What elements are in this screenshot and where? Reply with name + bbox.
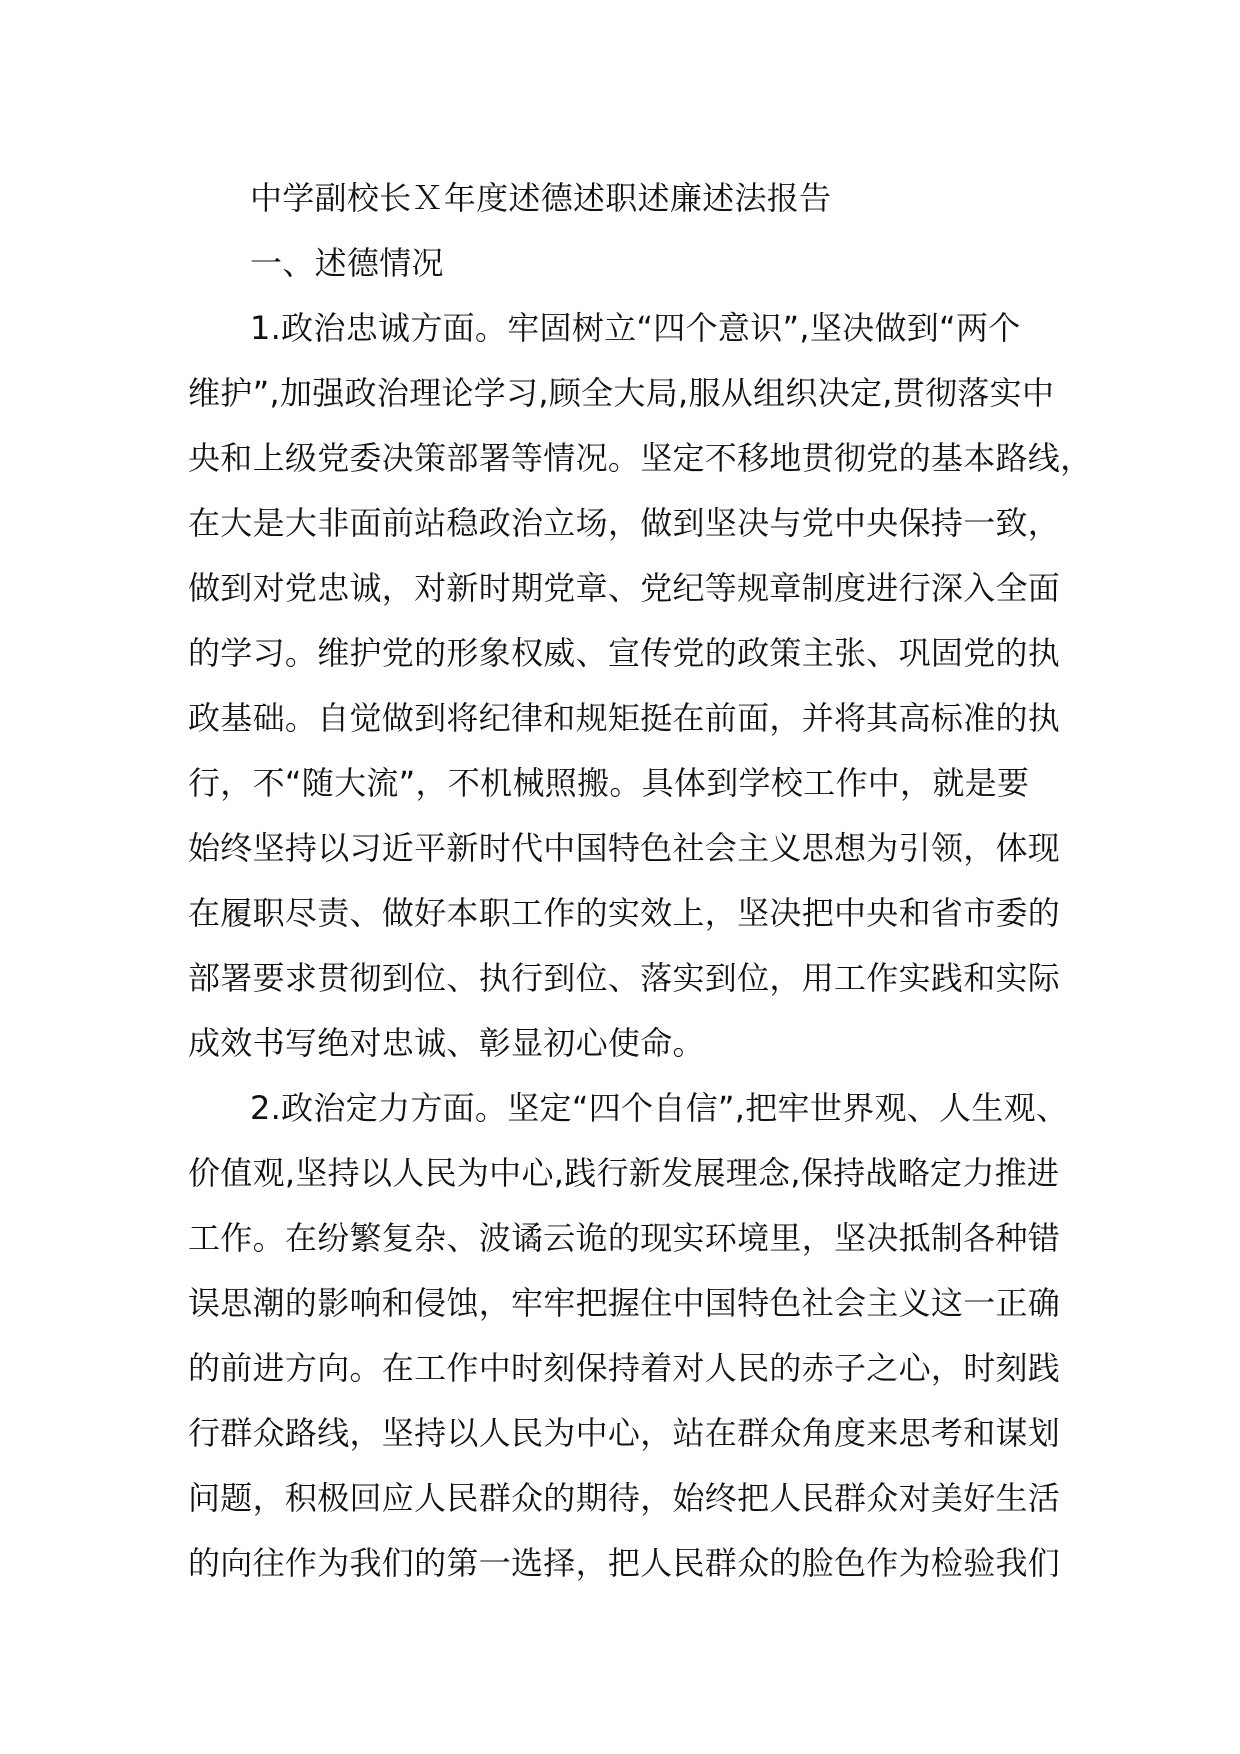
paragraph-line: 央和上级党委决策部署等情况。坚定不移地贯彻党的基本路线， [188,439,1093,477]
paragraph-line: 行群众路线，坚持以人民为中心，站在群众角度来思考和谋划 [188,1414,1061,1452]
paragraph-political-resolve [188,1076,1088,1596]
document-body [188,166,1093,1596]
paragraph-line: 行，不“随大流”，不机械照搬。具体到学校工作中，就是要 [188,764,1030,802]
paragraph-line: 的向往作为我们的第一选择，把人民群众的脸色作为检验我们 [188,1544,1061,1582]
paragraph-line: 误思潮的影响和侵蚀，牢牢把握住中国特色社会主义这一正确 [188,1284,1061,1322]
paragraph-line: 维护”,加强政治理论学习,顾全大局,服从组织决定,贯彻落实中 [188,374,1055,412]
paragraph-line: 的前进方向。在工作中时刻保持着对人民的赤子之心，时刻践 [188,1349,1061,1387]
paragraph-line: 成效书写绝对忠诚、彰显初心使命。 [188,1024,705,1062]
paragraph-line: 的学习。维护党的形象权威、宣传党的政策主张、巩固党的执 [188,634,1061,672]
document-title: 中学副校长Ｘ年度述德述职述廉述法报告 [250,179,832,217]
paragraph-line: 政基础。自觉做到将纪律和规矩挺在前面，并将其高标准的执 [188,699,1061,737]
paragraph-line: 1.政治忠诚方面。牢固树立“四个意识”,坚决做到“两个 [250,309,1021,347]
paragraph-line: 在大是大非面前站稳政治立场，做到坚决与党中央保持一致， [188,504,1061,542]
paragraph-line: 价值观,坚持以人民为中心,践行新发展理念,保持战略定力推进 [188,1154,1060,1192]
paragraph-line: 部署要求贯彻到位、执行到位、落实到位，用工作实践和实际 [188,959,1061,997]
paragraph-line: 在履职尽责、做好本职工作的实效上，坚决把中央和省市委的 [188,894,1061,932]
paragraph-line: 工作。在纷繁复杂、波谲云诡的现实环境里，坚决抵制各种错 [188,1219,1061,1257]
paragraph-line: 始终坚持以习近平新时代中国特色社会主义思想为引领，体现 [188,829,1061,867]
section-heading: 一、述德情况 [250,244,444,282]
paragraph-line: 2.政治定力方面。坚定“四个自信”,把牢世界观、人生观、 [250,1089,1069,1127]
paragraph-line: 做到对党忠诚，对新时期党章、党纪等规章制度进行深入全面 [188,569,1061,607]
paragraph-line: 问题，积极回应人民群众的期待，始终把人民群众对美好生活 [188,1479,1061,1517]
paragraph-political-loyalty [188,296,1093,1076]
